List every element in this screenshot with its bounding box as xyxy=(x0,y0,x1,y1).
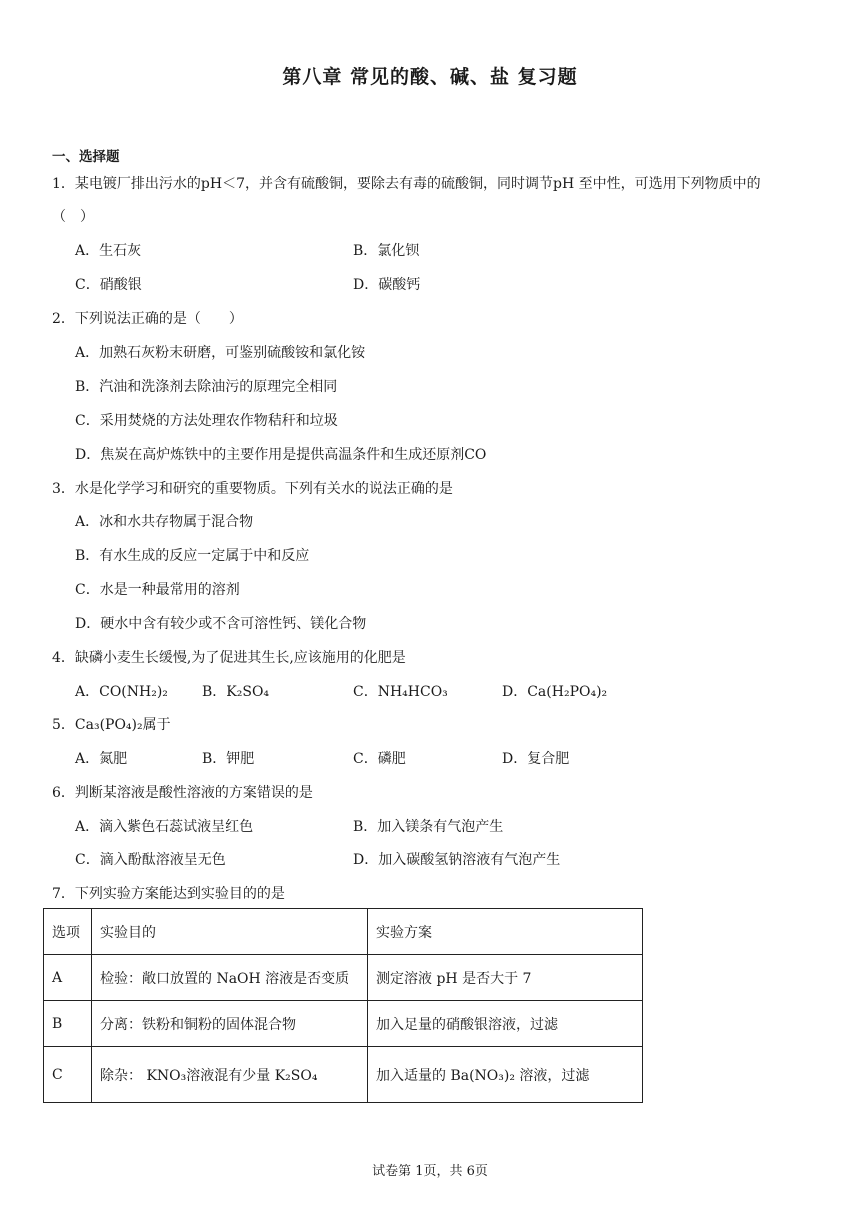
q5-option-c: C．磷肥 xyxy=(353,751,406,767)
page-title: 第八章 常见的酸、碱、盐 复习题 xyxy=(282,66,578,88)
q1-option-b: B．氯化钡 xyxy=(353,243,420,259)
q3-option-d: D．硬水中含有较少或不含可溶性钙、镁化合物 xyxy=(75,616,367,632)
q6-stem: 6．判断某溶液是酸性溶液的方案错误的是 xyxy=(52,785,313,801)
q5-stem: 5．Ca₃(PO₄)₂属于 xyxy=(52,717,171,733)
table-cell: B xyxy=(44,1001,92,1047)
q6-option-d: D．加入碳酸氢钠溶液有气泡产生 xyxy=(353,852,561,868)
q1-option-a: A．生石灰 xyxy=(75,243,142,259)
table-cell: 测定溶液 pH 是否大于 7 xyxy=(368,955,643,1001)
q4-option-b: B．K₂SO₄ xyxy=(202,684,270,700)
table-row xyxy=(44,1047,643,1103)
q4-option-d: D．Ca(H₂PO₄)₂ xyxy=(502,684,608,700)
q3-option-c: C．水是一种最常用的溶剂 xyxy=(75,582,240,598)
q4-stem: 4．缺磷小麦生长缓慢,为了促进其生长,应该施用的化肥是 xyxy=(52,650,406,666)
table-cell: 分离：铁粉和铜粉的固体混合物 xyxy=(92,1001,368,1047)
section-heading: 一、选择题 xyxy=(52,149,120,165)
q1-stem: 1．某电镀厂排出污水的pH＜7，并含有硫酸铜，要除去有毒的硫酸铜，同时调节pH 至中性，可选用下列物质中的 xyxy=(52,176,761,192)
q2-option-b: B．汽油和洗涤剂去除油污的原理完全相同 xyxy=(75,379,338,395)
q2-option-c: C．采用焚烧的方法处理农作物秸秆和垃圾 xyxy=(75,413,338,429)
q2-option-d: D．焦炭在高炉炼铁中的主要作用是提供高温条件和生成还原剂CO xyxy=(75,447,487,463)
q6-option-b: B．加入镁条有气泡产生 xyxy=(353,819,504,835)
q3-option-b: B．有水生成的反应一定属于中和反应 xyxy=(75,548,310,564)
q6-option-a: A．滴入紫色石蕊试液呈红色 xyxy=(75,819,254,835)
table-row xyxy=(44,1001,643,1047)
table-header-cell: 实验目的 xyxy=(92,909,368,955)
experiment-table xyxy=(43,908,643,1103)
table-cell: 检验：敞口放置的 NaOH 溶液是否变质 xyxy=(92,955,368,1001)
table-cell: 加入适量的 Ba(NO₃)₂ 溶液，过滤 xyxy=(368,1047,643,1103)
table-cell: A xyxy=(44,955,92,1001)
q2-stem: 2．下列说法正确的是（ ） xyxy=(52,311,243,327)
q5-option-d: D．复合肥 xyxy=(502,751,570,767)
table-row xyxy=(44,955,643,1001)
table-cell: 除杂： KNO₃溶液混有少量 K₂SO₄ xyxy=(92,1047,368,1103)
q7-stem: 7．下列实验方案能达到实验目的的是 xyxy=(52,886,285,902)
q1-option-c: C．硝酸银 xyxy=(75,277,142,293)
q6-option-c: C．滴入酚酞溶液呈无色 xyxy=(75,852,226,868)
q1-option-d: D．碳酸钙 xyxy=(353,277,421,293)
q5-option-a: A．氮肥 xyxy=(75,751,128,767)
table-header-row xyxy=(44,909,643,955)
q4-option-c: C．NH₄HCO₃ xyxy=(353,684,448,700)
q3-stem: 3．水是化学学习和研究的重要物质。下列有关水的说法正确的是 xyxy=(52,481,453,497)
table-header-cell: 选项 xyxy=(44,909,92,955)
table-header-cell: 实验方案 xyxy=(368,909,643,955)
q1-stem-bracket: （ ） xyxy=(52,209,94,225)
q5-option-b: B．钾肥 xyxy=(202,751,255,767)
page-footer: 试卷第 1页，共 6页 xyxy=(372,1164,488,1179)
table-cell: C xyxy=(44,1047,92,1103)
table-cell: 加入足量的硝酸银溶液，过滤 xyxy=(368,1001,643,1047)
q2-option-a: A．加熟石灰粉末研磨，可鉴别硫酸铵和氯化铵 xyxy=(75,345,366,361)
q4-option-a: A．CO(NH₂)₂ xyxy=(75,684,168,700)
q3-option-a: A．冰和水共存物属于混合物 xyxy=(75,514,254,530)
